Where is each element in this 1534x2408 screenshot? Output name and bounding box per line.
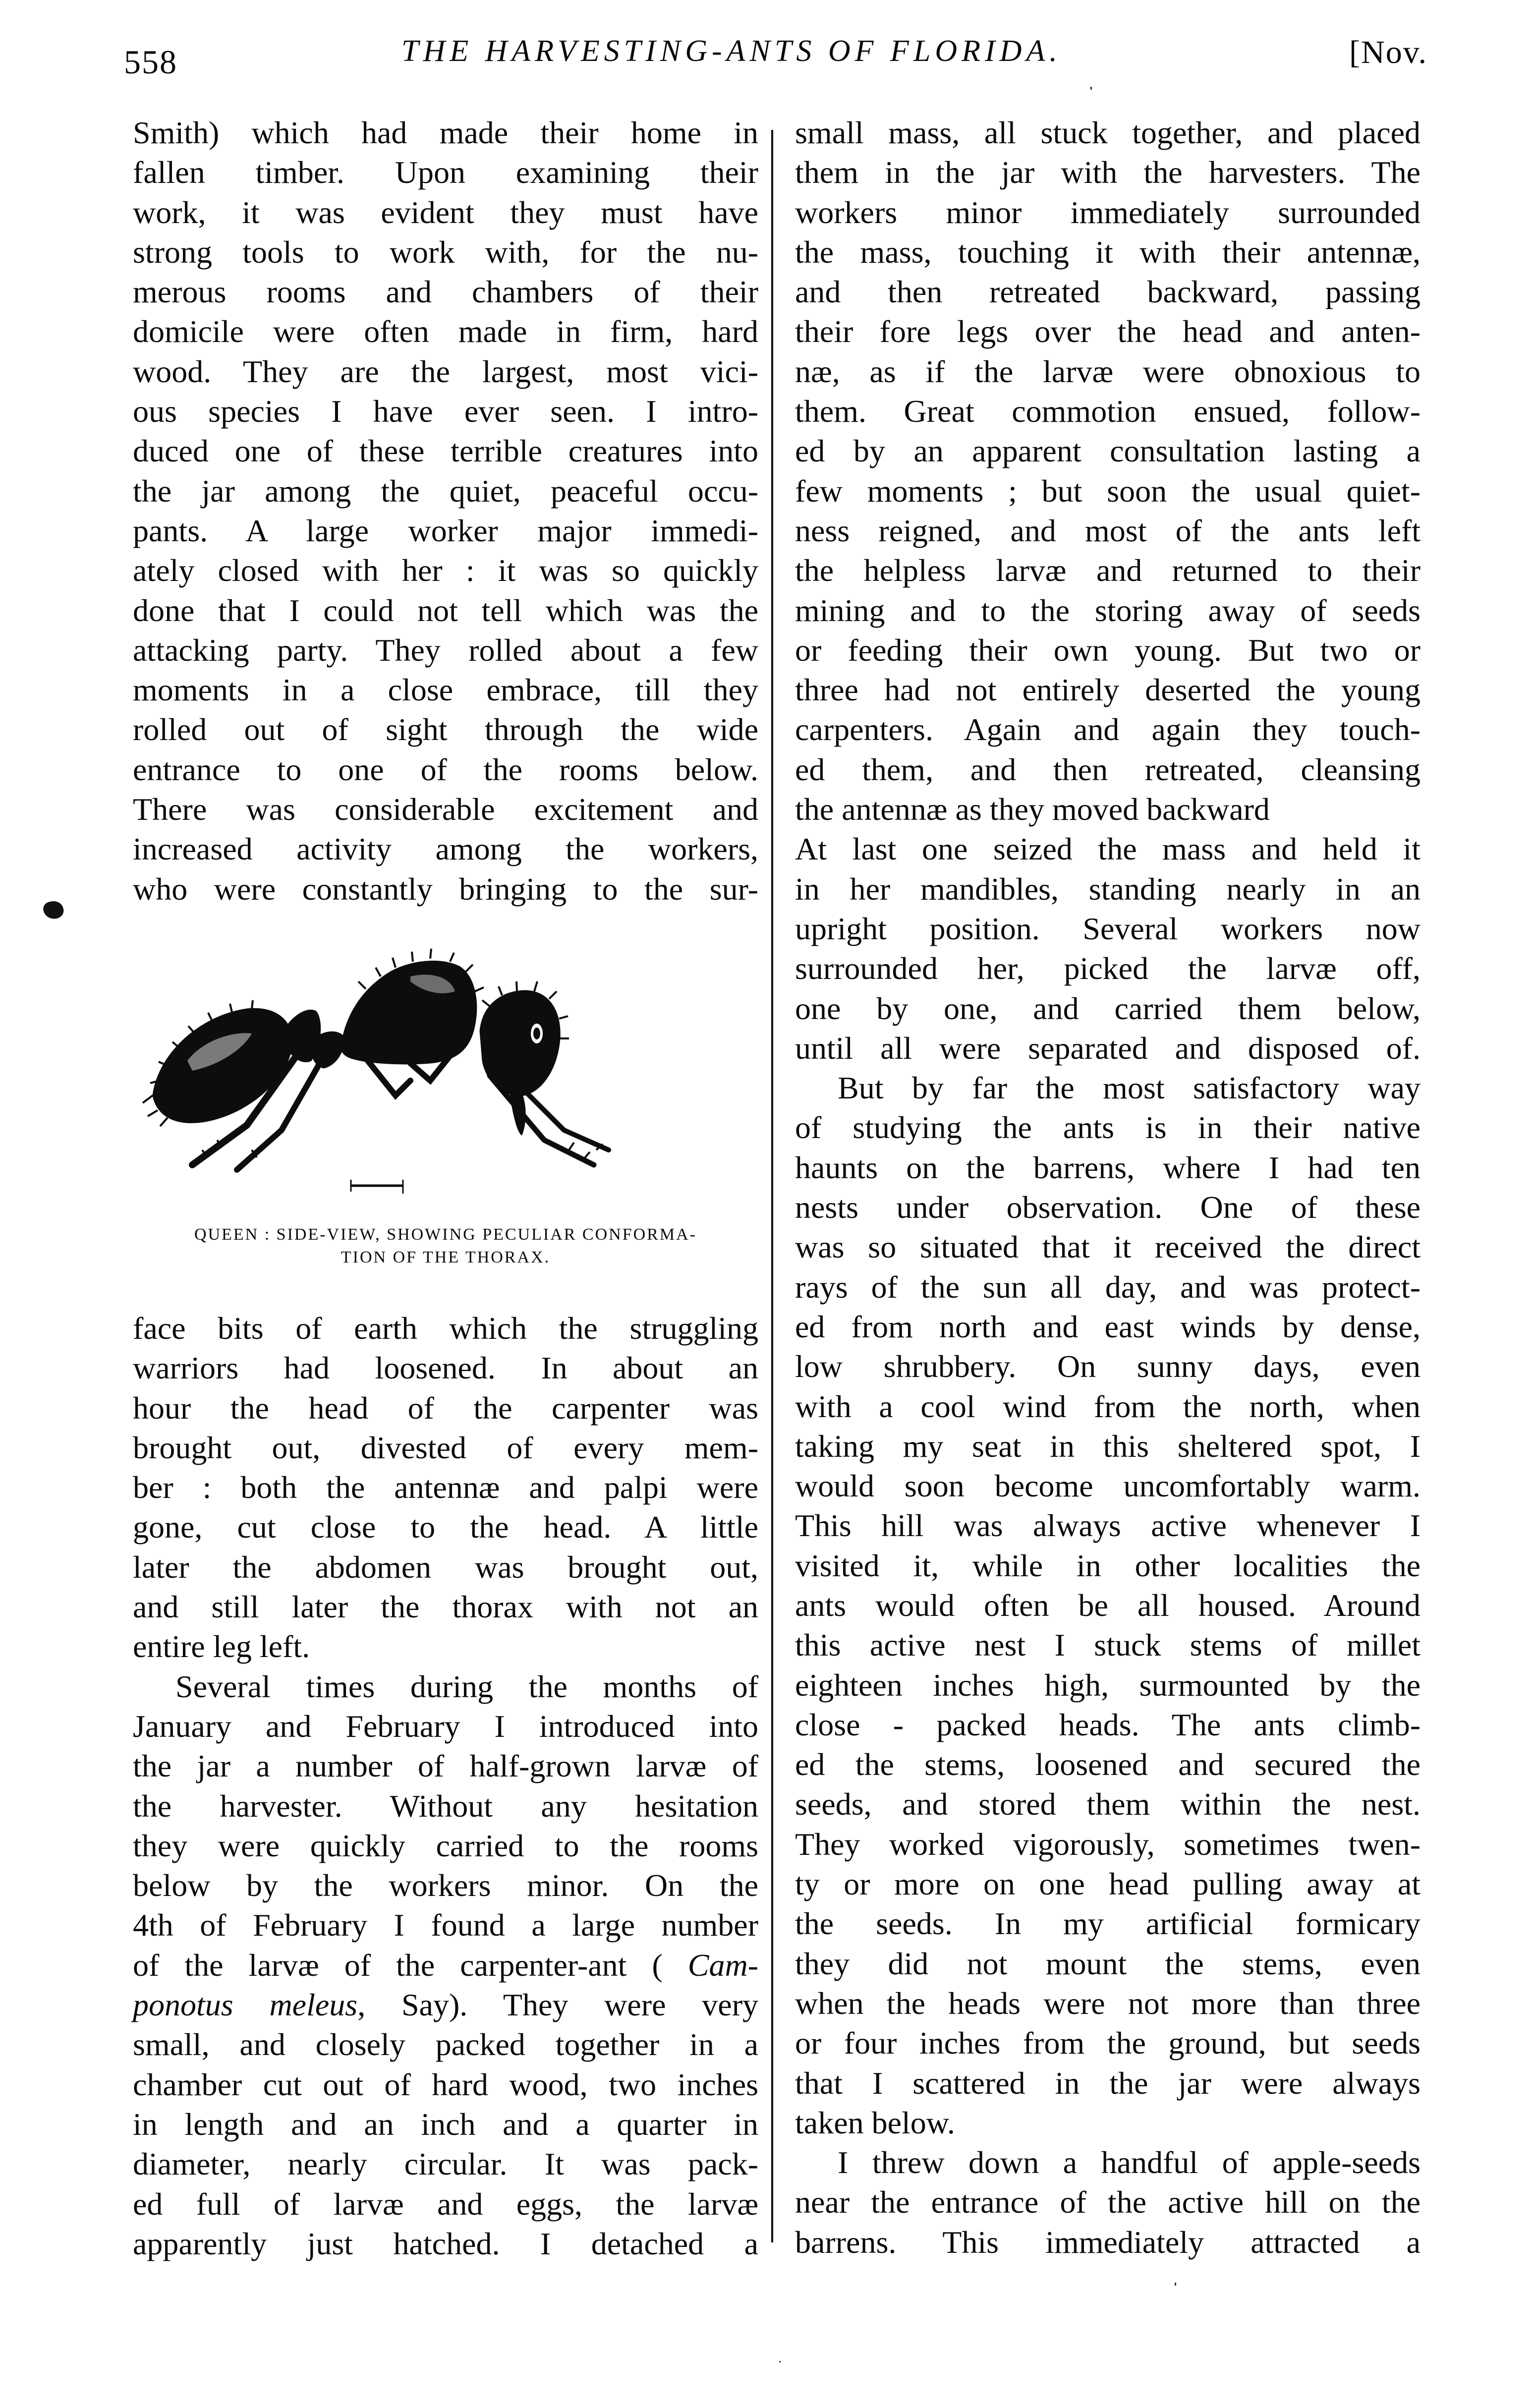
text-line: merous rooms and chambers of their <box>133 274 758 310</box>
text-line: and still later the thorax with not an <box>133 1589 758 1625</box>
text-line: pants. A large worker major immedi- <box>133 513 758 548</box>
text-line: the seeds. In my artificial formicary <box>795 1906 1420 1942</box>
scale-bar <box>351 1180 403 1194</box>
text-line: I threw down a handful of apple-seeds <box>838 2145 1420 2180</box>
text-line: until all were separated and disposed of. <box>795 1030 1420 1066</box>
text-line: done that I could not tell which was the <box>133 592 758 628</box>
paragraph <box>795 1068 1420 2143</box>
text-line: ed by an apparent consultation lasting a <box>795 433 1420 469</box>
text-line: But by far the most satisfactory way <box>838 1070 1420 1106</box>
text-line: apparently just hatched. I detached a <box>133 2226 758 2261</box>
text-line: 4th of February I found a large number <box>133 1907 758 1943</box>
text-line: upright position. Several workers now <box>795 911 1420 946</box>
text-line: who were constantly bringing to the sur- <box>133 871 758 907</box>
text-line: carpenters. Again and again they touch- <box>795 712 1420 747</box>
paragraph <box>133 1667 758 2264</box>
text-line: attacking party. They rolled about a few <box>133 632 758 668</box>
text-line: when the heads were not more than three <box>795 1985 1420 2021</box>
text-line: workers minor immediately surrounded <box>795 194 1420 230</box>
text-line: rays of the sun all day, and was protect- <box>795 1269 1420 1305</box>
running-header <box>124 34 1427 88</box>
text-line: this active nest I stuck stems of millet <box>795 1627 1420 1663</box>
text-line: few moments ; but soon the usual quiet- <box>795 473 1420 509</box>
column-divider <box>771 130 773 2242</box>
text-line: Smith) which had made their home in <box>133 115 758 150</box>
text-line: moments in a close embrace, till they <box>133 672 758 708</box>
text-line: the jar among the quiet, peaceful occu- <box>133 473 758 509</box>
text-line: ty or more on one head pulling away at <box>795 1866 1420 1902</box>
text-line: entrance to one of the rooms below. <box>133 751 758 787</box>
text-line: January and February I introduced into <box>133 1708 758 1744</box>
text-line: them in the jar with the harvesters. The <box>795 155 1420 190</box>
text-line: below by the workers minor. On the <box>133 1868 758 1903</box>
text-line: næ, as if the larvæ were obnoxious to <box>795 353 1420 389</box>
text-line: or four inches from the ground, but seeds <box>795 2025 1420 2061</box>
text-line: strong tools to work with, for the nu- <box>133 234 758 270</box>
text-line-with-italic: of the larvæ of the carpenter-ant ( Cam- <box>133 1947 758 1983</box>
text-line: nests under observation. One of these <box>795 1190 1420 1225</box>
text-line: small, and closely packed together in a <box>133 2027 758 2063</box>
ink-blot-mark <box>42 899 65 921</box>
text-line: At last one seized the mass and held it <box>795 831 1420 867</box>
text-line: ber : both the antennæ and palpi were <box>133 1470 758 1505</box>
text-line: they did not mount the stems, even <box>795 1946 1420 1981</box>
text-line: eighteen inches high, surmounted by the <box>795 1667 1420 1703</box>
text-line: ed the stems, loosened and secured the <box>795 1747 1420 1782</box>
text-line: taking my seat in this sheltered spot, I <box>795 1428 1420 1464</box>
issue-month: [Nov. <box>1349 34 1427 70</box>
text-line: the harvester. Without any hesitation <box>133 1788 758 1824</box>
text-line: low shrubbery. On sunny days, even <box>795 1349 1420 1384</box>
paragraph <box>795 2143 1420 2262</box>
text-line: taken below. <box>795 2105 955 2140</box>
text-line: in length and an inch and a quarter in <box>133 2106 758 2142</box>
text-line: in her mandibles, standing nearly in an <box>795 871 1420 907</box>
text-line: close - packed heads. The ants climb- <box>795 1707 1420 1742</box>
text-line: visited it, while in other localities the <box>795 1548 1420 1583</box>
species-name-italic: Cam- <box>687 1947 758 1983</box>
text-line: ed them, and then retreated, cleansing <box>795 751 1420 787</box>
running-title: THE HARVESTING-ANTS OF FLORIDA. <box>401 34 1062 68</box>
text-line: They worked vigorously, sometimes twen- <box>795 1826 1420 1862</box>
paragraph <box>795 113 1420 1068</box>
text-line: This hill was always active whenever I <box>795 1508 1420 1544</box>
text-line: of studying the ants is in their native <box>795 1110 1420 1146</box>
text-line: near the entrance of the active hill on the <box>795 2184 1420 2220</box>
text-line: later the abdomen was brought out, <box>133 1549 758 1585</box>
text-line: barrens. This immediately attracted a <box>795 2224 1420 2260</box>
text-line: was so situated that it received the direct <box>795 1229 1420 1265</box>
text-line-with-italic: ponotus meleus, Say). They were very <box>133 1987 759 2023</box>
text-line: warriors had loosened. In about an <box>133 1350 758 1386</box>
figure-ant-queen <box>133 932 758 1279</box>
text-line: small mass, all stuck together, and placed <box>795 115 1420 150</box>
text-line: There was considerable excitement and <box>133 792 758 827</box>
paragraph <box>133 1309 758 1667</box>
text-line: wood. They are the largest, most vici- <box>133 353 758 389</box>
ant-queen-illustration <box>133 932 758 1219</box>
text-line: the helpless larvæ and returned to their <box>795 553 1420 588</box>
text-line: ness reigned, and most of the ants left <box>795 513 1420 548</box>
page-number: 558 <box>124 43 177 81</box>
text-line: that I scattered in the jar were always <box>795 2065 1420 2101</box>
text-line: ately closed with her : it was so quickly <box>133 553 758 588</box>
text-line: brought out, divested of every mem- <box>133 1430 758 1465</box>
text-line: hour the head of the carpenter was <box>133 1390 758 1426</box>
text-line: or feeding their own young. But two or <box>795 632 1420 668</box>
text-line: work, it was evident they must have <box>133 194 758 230</box>
text-line: they were quickly carried to the rooms <box>133 1828 758 1863</box>
text-line: the jar a number of half-grown larvæ of <box>133 1748 758 1784</box>
text-line: ed full of larvæ and eggs, the larvæ <box>133 2186 758 2222</box>
text-line: with a cool wind from the north, when <box>795 1388 1420 1424</box>
text-line: chamber cut out of hard wood, two inches <box>133 2066 758 2102</box>
text-line: ed from north and east winds by dense, <box>795 1309 1420 1344</box>
text-line: one by one, and carried them below, <box>795 990 1420 1026</box>
text-line: surrounded her, picked the larvæ off, <box>795 951 1420 986</box>
text-line: face bits of earth which the struggling <box>133 1311 758 1346</box>
text-line: haunts on the barrens, where I had ten <box>795 1149 1420 1185</box>
text-line: entire leg left. <box>133 1629 310 1664</box>
species-name-italic: ponotus meleus <box>133 1987 358 2023</box>
text-line: Several times during the months of <box>175 1668 758 1704</box>
text-line: them. Great commotion ensued, follow- <box>795 394 1420 429</box>
left-column-bottom <box>133 1309 758 2264</box>
caption-line: TION OF THE THORAX. <box>341 1248 551 1266</box>
text-line: mining and to the storing away of seeds <box>795 592 1420 628</box>
text-line: their fore legs over the head and anten- <box>795 314 1420 349</box>
text-line: diameter, nearly circular. It was pack- <box>133 2146 758 2182</box>
text-line: three had not entirely deserted the young <box>795 672 1420 708</box>
text-line: ous species I have ever seen. I intro- <box>133 394 758 429</box>
text-line: and then retreated backward, passing <box>795 274 1420 310</box>
figure-caption <box>133 1223 758 1269</box>
text-line: the mass, touching it with their antennæ, <box>795 234 1420 270</box>
text-line: domicile were often made in firm, hard <box>133 314 758 349</box>
print-speck <box>1090 87 1092 90</box>
caption-line: QUEEN : SIDE-VIEW, SHOWING PECULIAR CONFORMA- <box>194 1225 697 1244</box>
left-column-top <box>133 113 758 909</box>
text-line: gone, cut close to the head. A little <box>133 1509 758 1545</box>
text-line: the antennæ as they moved backward <box>795 792 1270 827</box>
text-line: seeds, and stored them within the nest. <box>795 1786 1420 1822</box>
print-speck <box>779 2361 781 2362</box>
right-column <box>795 113 1420 2262</box>
text-line: would soon become uncomfortably warm. <box>795 1468 1420 1504</box>
text-line: duced one of these terrible creatures into <box>133 433 758 469</box>
text-line: increased activity among the workers, <box>133 831 758 867</box>
text-line: ants would often be all housed. Around <box>795 1587 1420 1623</box>
text-line: rolled out of sight through the wide <box>133 712 758 747</box>
text-line: fallen timber. Upon examining their <box>133 155 758 190</box>
print-speck <box>1175 2283 1176 2286</box>
